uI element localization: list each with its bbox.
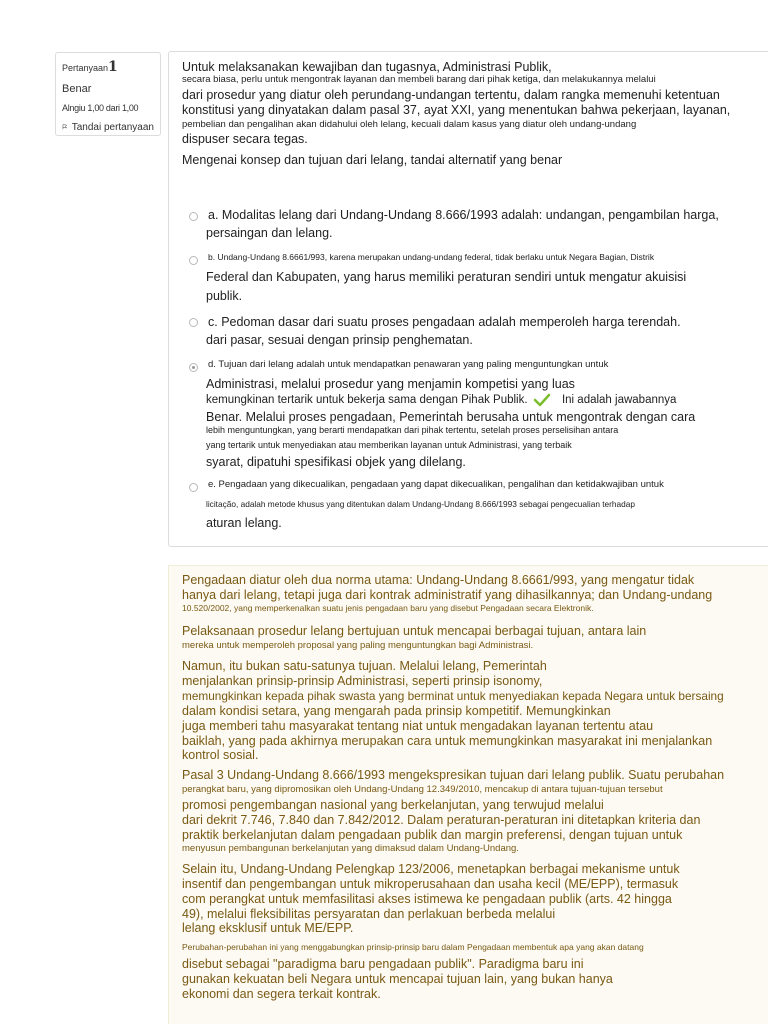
option-text: aturan lelang.	[206, 516, 282, 530]
option-explanation: syarat, dipatuhi spesifikasi objek yang dilelang.	[206, 455, 466, 469]
feedback-line: promosi pengembangan nasional yang berkelanjutan, yang terwujud melalui	[182, 798, 604, 812]
option-text: Administrasi, melalui prosedur yang menjamin kompetisi yang luas	[206, 377, 575, 391]
question-info-panel	[55, 52, 161, 136]
correct-answer-note: Ini adalah jawabannya	[561, 394, 677, 407]
feedback-line: baiklah, yang pada akhirnya merupakan cara untuk memungkinkan masyarakat ini menjalankan	[182, 734, 713, 748]
feedback-line: menyusun pembangunan berkelanjutan yang dimaksud dalam Undang-Undang.	[182, 843, 519, 854]
feedback-line: gunakan kekuatan beli Negara untuk mencapai tujuan lain, yang bukan hanya	[182, 972, 613, 986]
question-state: Benar	[62, 83, 92, 95]
option-text: e. Pengadaan yang dikecualikan, pengadaan yang dapat dikecualikan, pengalihan dan ketidakwajiban untuk	[208, 479, 664, 490]
question-text-line: konstitusi yang dinyatakan dalam pasal 37, ayat XXI, yang menentukan bahwa pekerjaan, layanan,	[182, 103, 731, 117]
question-content	[168, 51, 768, 547]
question-number-label: Pertanyaan1	[62, 59, 118, 75]
flag-question-label: Tandai pertanyaan	[71, 121, 154, 133]
flag-question-link[interactable]	[62, 121, 154, 133]
question-text-line: dari prosedur yang diatur oleh perundang-undangan tertentu, dalam rangka memenuhi ketentuan	[182, 88, 720, 102]
feedback-line: insentif dan pengembangan untuk mikroperusahaan dan usaha kecil (ME/EPP), termasuk	[182, 877, 679, 891]
option-text: dari pasar, sesuai dengan prinsip penghematan.	[206, 333, 473, 347]
option-text: persaingan dan lelang.	[206, 226, 333, 240]
feedback-line: mereka untuk memperoleh proposal yang paling menguntungkan bagi Administrasi.	[182, 640, 534, 651]
feedback-line: com perangkat untuk memfasilitasi akses istimewa ke pengadaan publik (arts. 42 hingga	[182, 892, 672, 906]
feedback-line: menjalankan prinsip-prinsip Administrasi, seperti prinsip isonomy,	[182, 674, 543, 688]
option-text: d. Tujuan dari lelang adalah untuk mendapatkan penawaran yang paling menguntungkan untuk	[208, 359, 609, 370]
feedback-line: dalam kondisi setara, yang mengarah pada prinsip kompetitif. Memungkinkan	[182, 704, 611, 718]
feedback-line: juga memberi tahu masyarakat tentang niat untuk mengadakan layanan tertentu atau	[182, 719, 654, 733]
feedback-line: disebut sebagai "paradigma baru pengadaan publik". Paradigma baru ini	[182, 957, 584, 971]
feedback-line: ekonomi dan segera terkait kontrak.	[182, 987, 381, 1001]
option-text: Federal dan Kabupaten, yang harus memiliki peraturan sendiri untuk mengatur akuisisi	[206, 270, 687, 284]
option-explanation: Benar. Melalui proses pengadaan, Pemerintah berusaha untuk mengontrak dengan cara	[206, 410, 696, 424]
feedback-line: Selain itu, Undang-Undang Pelengkap 123/2006, menetapkan berbagai mekanisme untuk	[182, 862, 680, 876]
question-text-line: dispuser secara tegas.	[182, 132, 308, 146]
question-prompt: Mengenai konsep dan tujuan dari lelang, tandai alternatif yang benar	[182, 153, 563, 167]
feedback-line: 10.520/2002, yang memperkenalkan suatu jenis pengadaan baru yang disebut Pengadaan secara Elektronik.	[182, 603, 594, 613]
option-text: b. Undang-Undang 8.6661/993, karena merupakan undang-undang federal, tidak berlaku untuk Negara Bagian, Distrik	[208, 252, 655, 262]
feedback-line: praktik berkelanjutan dalam pengadaan publik dan margin preferensi, dengan tujuan untuk	[182, 828, 683, 842]
feedback-line: dari dekrit 7.746, 7.840 dan 7.842/2012. Dalam peraturan-peraturan ini ditetapkan kriteria dan	[182, 813, 701, 827]
feedback-line: Namun, itu bukan satu-satunya tujuan. Melalui lelang, Pemerintah	[182, 659, 547, 673]
flag-icon	[62, 121, 68, 133]
option-explanation: lebih menguntungkan, yang berarti mendapatkan dari pihak tertentu, setelah proses perselisihan antara	[206, 425, 619, 435]
option-text: publik.	[206, 289, 243, 303]
radio-button[interactable]	[189, 483, 198, 492]
option-text-row	[206, 393, 676, 407]
question-text-line: Untuk melaksanakan kewajiban dan tugasnya, Administrasi Publik,	[182, 60, 552, 74]
feedback-line: lelang eksklusif untuk ME/EPP.	[182, 921, 354, 935]
option-text: licitação, adalah metode khusus yang ditentukan dalam Undang-Undang 8.666/1993 sebagai pengecualian terhadap	[206, 499, 635, 509]
question-grade: Alngiu 1,00 dari 1,00	[62, 103, 139, 113]
feedback-line: Pelaksanaan prosedur lelang bertujuan untuk mencapai berbagai tujuan, antara lain	[182, 624, 647, 638]
feedback-line: 49), melalui fleksibilitas persyaratan dan perlakuan berbeda melalui	[182, 907, 556, 921]
question-text-line: secara biasa, perlu untuk mengontrak layanan dan membeli barang dari pihak ketiga, dan melakukannya melalui	[182, 74, 656, 85]
feedback-line: hanya dari lelang, tetapi juga dari kontrak administratif yang dihasilkannya; dan Undang-undang	[182, 588, 713, 602]
radio-button[interactable]	[189, 212, 198, 221]
feedback-line: Perubahan-perubahan ini yang menggabungkan prinsip-prinsip baru dalam Pengadaan membentuk apa yang akan datang	[182, 942, 644, 952]
radio-button[interactable]	[189, 256, 198, 265]
option-text: c. Pedoman dasar dari suatu proses pengadaan adalah memperoleh harga terendah.	[208, 315, 681, 329]
feedback-line: Pengadaan diatur oleh dua norma utama: Undang-Undang 8.6661/993, yang mengatur tidak	[182, 573, 695, 587]
feedback-line: perangkat baru, yang dipromosikan oleh Undang-Undang 12.349/2010, mencakup di antara tujuan-tujuan tersebut	[182, 784, 663, 795]
correct-check-icon	[533, 393, 551, 407]
radio-button[interactable]	[189, 318, 198, 327]
radio-button-selected[interactable]	[189, 363, 198, 372]
feedback-line: memungkinkan kepada pihak swasta yang berminat untuk menyediakan kepada Negara untuk bersaing	[182, 689, 724, 703]
general-feedback	[168, 565, 768, 1024]
question-text-line: pembelian dan pengalihan akan didahului oleh lelang, kecuali dalam kasus yang diatur oleh undang-undang	[182, 119, 637, 130]
option-text: a. Modalitas lelang dari Undang-Undang 8.666/1993 adalah: undangan, pengambilan harga,	[208, 208, 719, 222]
feedback-line: kontrol sosial.	[182, 748, 259, 762]
option-text: kemungkinan tertarik untuk bekerja sama dengan Pihak Publik.	[206, 394, 528, 407]
option-explanation: yang tertarik untuk menyediakan atau memberikan layanan untuk Administrasi, yang terbaik	[206, 440, 572, 450]
feedback-line: Pasal 3 Undang-Undang 8.666/1993 mengekspresikan tujuan dari lelang publik. Suatu perubahan	[182, 768, 725, 782]
